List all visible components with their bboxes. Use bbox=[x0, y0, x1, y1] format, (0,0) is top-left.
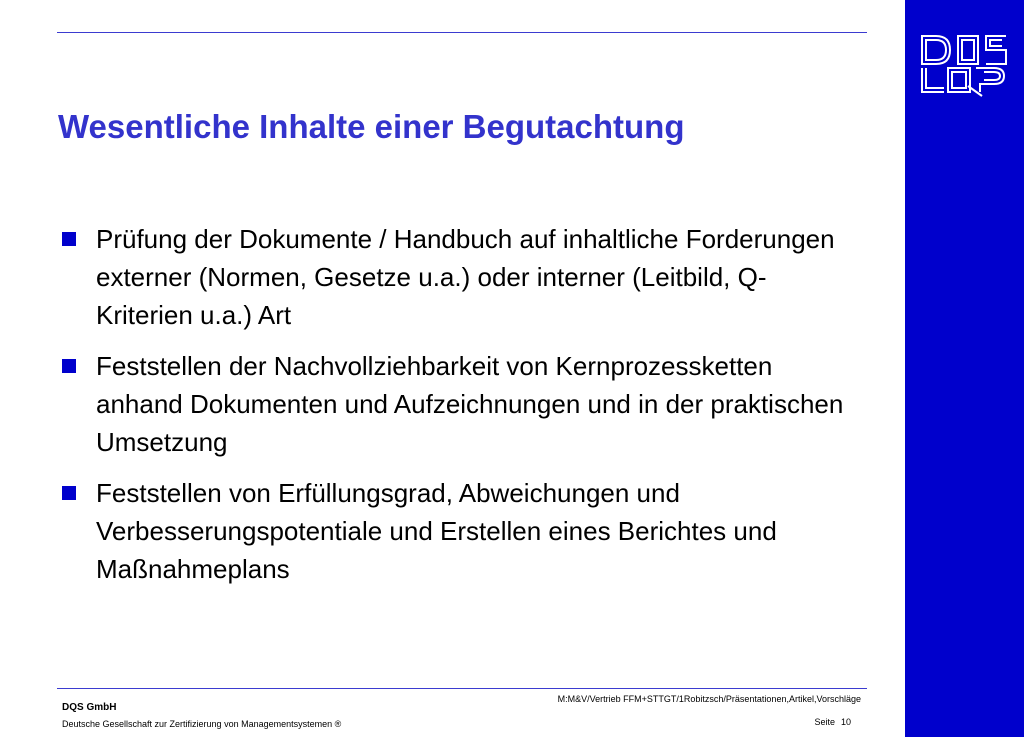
bullet-list bbox=[62, 220, 862, 601]
page-number: 10 bbox=[840, 717, 851, 727]
bullet-text: Prüfung der Dokumente / Handbuch auf inhaltliche Forderungen externer (Normen, Gesetze u.a.) oder interner (Leitbild, Q-Kriterien u.a.) Art bbox=[96, 224, 835, 330]
square-bullet-icon bbox=[62, 486, 76, 500]
page-indicator bbox=[814, 717, 851, 727]
slide-title: Wesentliche Inhalte einer Begutachtung bbox=[58, 108, 685, 145]
bottom-divider bbox=[57, 688, 867, 689]
page-label: Seite bbox=[814, 717, 835, 727]
list-item bbox=[62, 474, 862, 588]
square-bullet-icon bbox=[62, 359, 76, 373]
list-item bbox=[62, 220, 862, 334]
bullet-text: Feststellen von Erfüllungsgrad, Abweichungen und Verbesserungspotentiale und Erstellen eines Berichtes und Maßnahmeplans bbox=[96, 478, 777, 584]
brand-side-band bbox=[905, 0, 1024, 737]
bullet-text: Feststellen der Nachvollziehbarkeit von Kernprozessketten anhand Dokumenten und Aufzeichnungen und in der praktischen Umsetzung bbox=[96, 351, 844, 457]
list-item bbox=[62, 347, 862, 461]
file-path: M:M&V/Vertrieb FFM+STTGT/1Robitzsch/Präsentationen,Artikel,Vorschläge bbox=[557, 694, 861, 704]
dqs-logo-icon bbox=[918, 30, 1012, 98]
company-name: DQS GmbH bbox=[62, 702, 117, 713]
top-divider bbox=[57, 32, 867, 33]
square-bullet-icon bbox=[62, 232, 76, 246]
company-full-name: Deutsche Gesellschaft zur Zertifizierung von Managementsystemen ® bbox=[62, 719, 342, 729]
